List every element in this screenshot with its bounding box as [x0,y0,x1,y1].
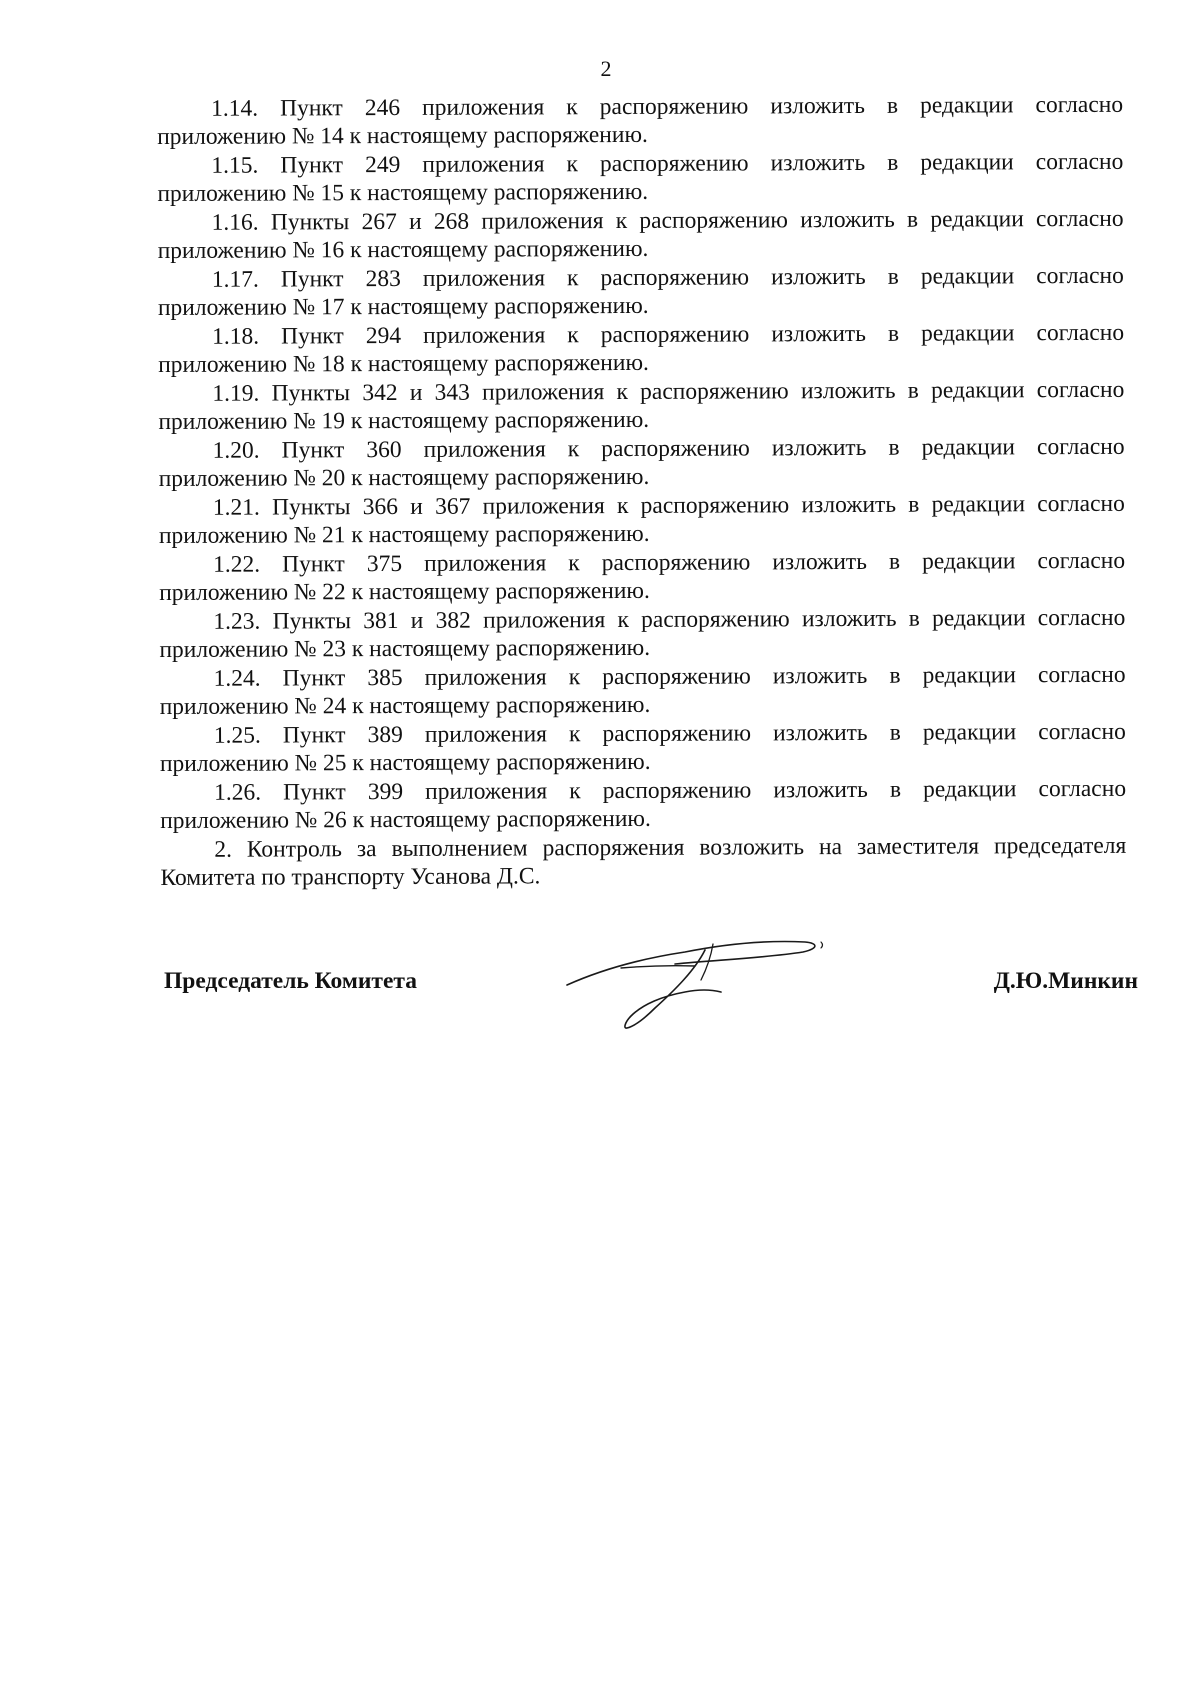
amendment-first-line [160,775,1126,807]
amendment-text: Пункт 385 приложения к распоряжению изложить в редакции согласно [282,661,1126,692]
amendment-number: 1.25. [213,722,261,749]
amendment-text: Пункт 294 приложения к распоряжению изложить в редакции согласно [281,319,1125,350]
amendment-item [159,490,1125,550]
amendment-number: 1.20. [212,437,260,464]
amendment-item [158,376,1124,436]
amendment-item [157,205,1123,265]
amendment-text: Пункт 389 приложения к распоряжению изложить в редакции согласно [282,718,1126,749]
signatory-name: Д.Ю.Минкин [993,968,1138,994]
amendment-item [159,604,1125,664]
amendment-number: 1.23. [213,608,261,635]
amendment-item [160,775,1126,835]
document-body [157,91,1126,893]
amendment-number: 1.26. [213,779,262,806]
amendment-continuation: приложению № 22 к настоящему распоряжению. [159,577,650,606]
amendment-number: 1.21. [212,494,260,521]
amendment-number: 1.18. [211,323,260,350]
amendment-text: Пункты 381 и 382 приложения к распоряжению изложить в редакции согласно [272,604,1126,635]
amendment-continuation: приложению № 18 к настоящему распоряжению. [158,349,649,378]
amendment-first-line [158,433,1124,465]
amendment-number: 1.24. [213,665,261,692]
amendment-number: 1.19. [212,380,260,407]
amendment-text: Пункты 342 и 343 приложения к распоряжению изложить в редакции согласно [271,376,1125,407]
signatory-title: Председатель Комитета [164,968,417,994]
amendment-first-line [159,490,1125,522]
amendment-first-line [159,604,1125,636]
amendment-text: Пункты 366 и 367 приложения к распоряжению изложить в редакции согласно [272,490,1125,521]
amendment-item [157,148,1123,208]
amendment-list [157,91,1126,835]
amendment-text: Пункт 246 приложения к распоряжению изложить в редакции согласно [280,91,1124,122]
amendment-text: Пункт 249 приложения к распоряжению изложить в редакции согласно [280,148,1124,179]
amendment-continuation: приложению № 20 к настоящему распоряжению. [158,463,650,492]
amendment-first-line [159,661,1125,693]
amendment-text: Пункты 267 и 268 приложения к распоряжению изложить в редакции согласно [270,205,1124,236]
amendment-first-line [157,148,1123,180]
amendment-continuation: приложению № 23 к настоящему распоряжению. [159,634,651,663]
amendment-item [159,547,1125,607]
amendment-number: 1.16. [211,209,259,236]
amendment-item [160,718,1126,778]
handwritten-signature [565,930,835,1030]
amendment-first-line [160,718,1126,750]
amendment-continuation: приложению № 19 к настоящему распоряжению. [158,406,650,435]
amendment-continuation: приложению № 15 к настоящему распоряжению. [157,178,649,207]
amendment-text: Пункт 283 приложения к распоряжению изложить в редакции согласно [280,262,1124,293]
amendment-item [159,661,1125,721]
amendment-text: Пункт 360 приложения к распоряжению изложить в редакции согласно [281,433,1125,464]
amendment-first-line [159,547,1125,579]
amendment-continuation: приложению № 25 к настоящему распоряжению. [159,748,651,777]
amendment-number: 1.22. [212,551,261,578]
amendment-continuation: приложению № 21 к настоящему распоряжению. [158,520,650,549]
amendment-number: 1.14. [211,95,259,122]
amendment-text: Пункт 399 приложения к распоряжению изложить в редакции согласно [283,775,1127,806]
amendment-item [158,262,1124,322]
amendment-continuation: приложению № 14 к настоящему распоряжению. [157,121,648,150]
amendment-continuation: приложению № 17 к настоящему распоряжению. [157,292,649,321]
amendment-number: 1.17. [211,266,259,293]
amendment-first-line [158,319,1124,351]
amendment-number: 1.15. [211,152,259,179]
amendment-item [158,433,1124,493]
amendment-text: Пункт 375 приложения к распоряжению изложить в редакции согласно [282,547,1126,578]
page-number: 2 [600,56,612,81]
amendment-first-line [158,376,1124,408]
amendment-item [158,319,1124,379]
amendment-continuation: приложению № 26 к настоящему распоряжению. [160,805,651,834]
amendment-item [157,91,1123,151]
amendment-continuation: приложению № 16 к настоящему распоряжению. [157,235,649,264]
control-paragraph: 2. Контроль за выполнением распоряжения возложить на заместителя председателя Комитета по транспорту Усанова Д.С. [160,832,1127,891]
amendment-continuation: приложению № 24 к настоящему распоряжению. [159,691,651,720]
amendment-first-line [157,91,1123,123]
amendment-first-line [157,205,1123,237]
amendment-first-line [158,262,1124,294]
